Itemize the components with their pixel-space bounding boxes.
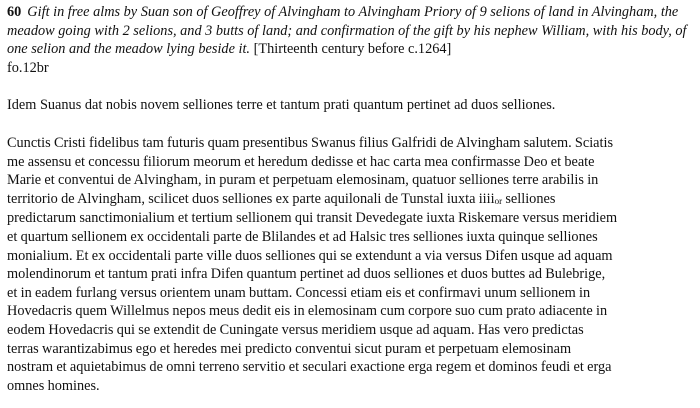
charter-line: monialium. Et ex occidentali parte ville duos selliones qui se extendunt a via versus Difen usque ad aquam — [7, 247, 613, 264]
charter-line: et in eadem furlang versus orientem unam buttam. Concessi etiam eis et confirmavi unum sellionem in — [7, 284, 591, 301]
superscript-abbreviation: or — [494, 195, 503, 206]
charter-line-tail: selliones — [502, 190, 556, 207]
abstract-paragraph: Idem Suanus dat nobis novem selliones terre et tantum prati quantum pertinet ad duos selliones. — [7, 97, 556, 114]
charter-text — [7, 134, 694, 395]
charter-line: eodem Hovedacris qui se extendit de Cuningate versus meridiem usque ad aquam. Has vero predictas — [7, 321, 584, 338]
charter-line: me assensu et concessu filiorum meorum et heredum dedisse et hac carta mea confirmasse Deo et beate — [7, 153, 595, 170]
charter-line: omnes homines. — [7, 377, 100, 394]
entry-dating: [Thirteenth century before c.1264] — [253, 41, 452, 58]
charter-line: Hovedacris quem Willelmus nepos meus dedit eis in elemosinam cum corpore suo cum prato adiacente in — [7, 303, 608, 320]
charter-line: et quartum sellionem ex occidentali parte de Blilandes et ad Halsic tres selliones iuxta quinque selliones — [7, 228, 598, 245]
charter-line: Cunctis Cristi fidelibus tam futuris quam presentibus Swanus filius Galfridi de Alvingham salutem. Sciatis — [7, 134, 614, 151]
entry-header — [7, 3, 694, 77]
folio-reference: fo.12br — [7, 59, 49, 76]
charter-line: terras warantizabimus ego et heredes mei predicto conventui sicut puram et perpetuam elemosinam — [7, 340, 572, 357]
charter-line: Marie et conventui de Alvingham, in puram et perpetuam elemosinam, quatuor selliones terre arabilis in — [7, 172, 599, 189]
charter-line-text: territorio de Alvingham, scilicet duos selliones ex parte aquilonali de Tunstal iuxta iiii — [7, 190, 495, 207]
charter-line-with-superscript — [7, 190, 694, 210]
charter-line: molendinorum et tantum prati infra Difen quantum pertinet ad duos selliones et duos buttes ad Bulebrige, — [7, 266, 606, 283]
charter-line: nostram et aquietabimus de omni terreno servitio et seculari exactione erga regem et dominos feudi et erga — [7, 359, 612, 376]
charter-line: predictarum sanctimonialium et tertium sellionem qui transit Devedegate iuxta Riskemare versus meridiem — [7, 210, 618, 227]
entry-summary: Gift in free alms by Suan son of Geoffrey of Alvingham to Alvingham Priory of 9 selions of land in Alvingham, the meadow going with 2 selions, and 3 butts of land; and confirmation of the gift by his nephew William, with his body, of one selion and the meadow lying beside it. — [7, 4, 687, 58]
entry-number: 60 — [7, 4, 22, 20]
